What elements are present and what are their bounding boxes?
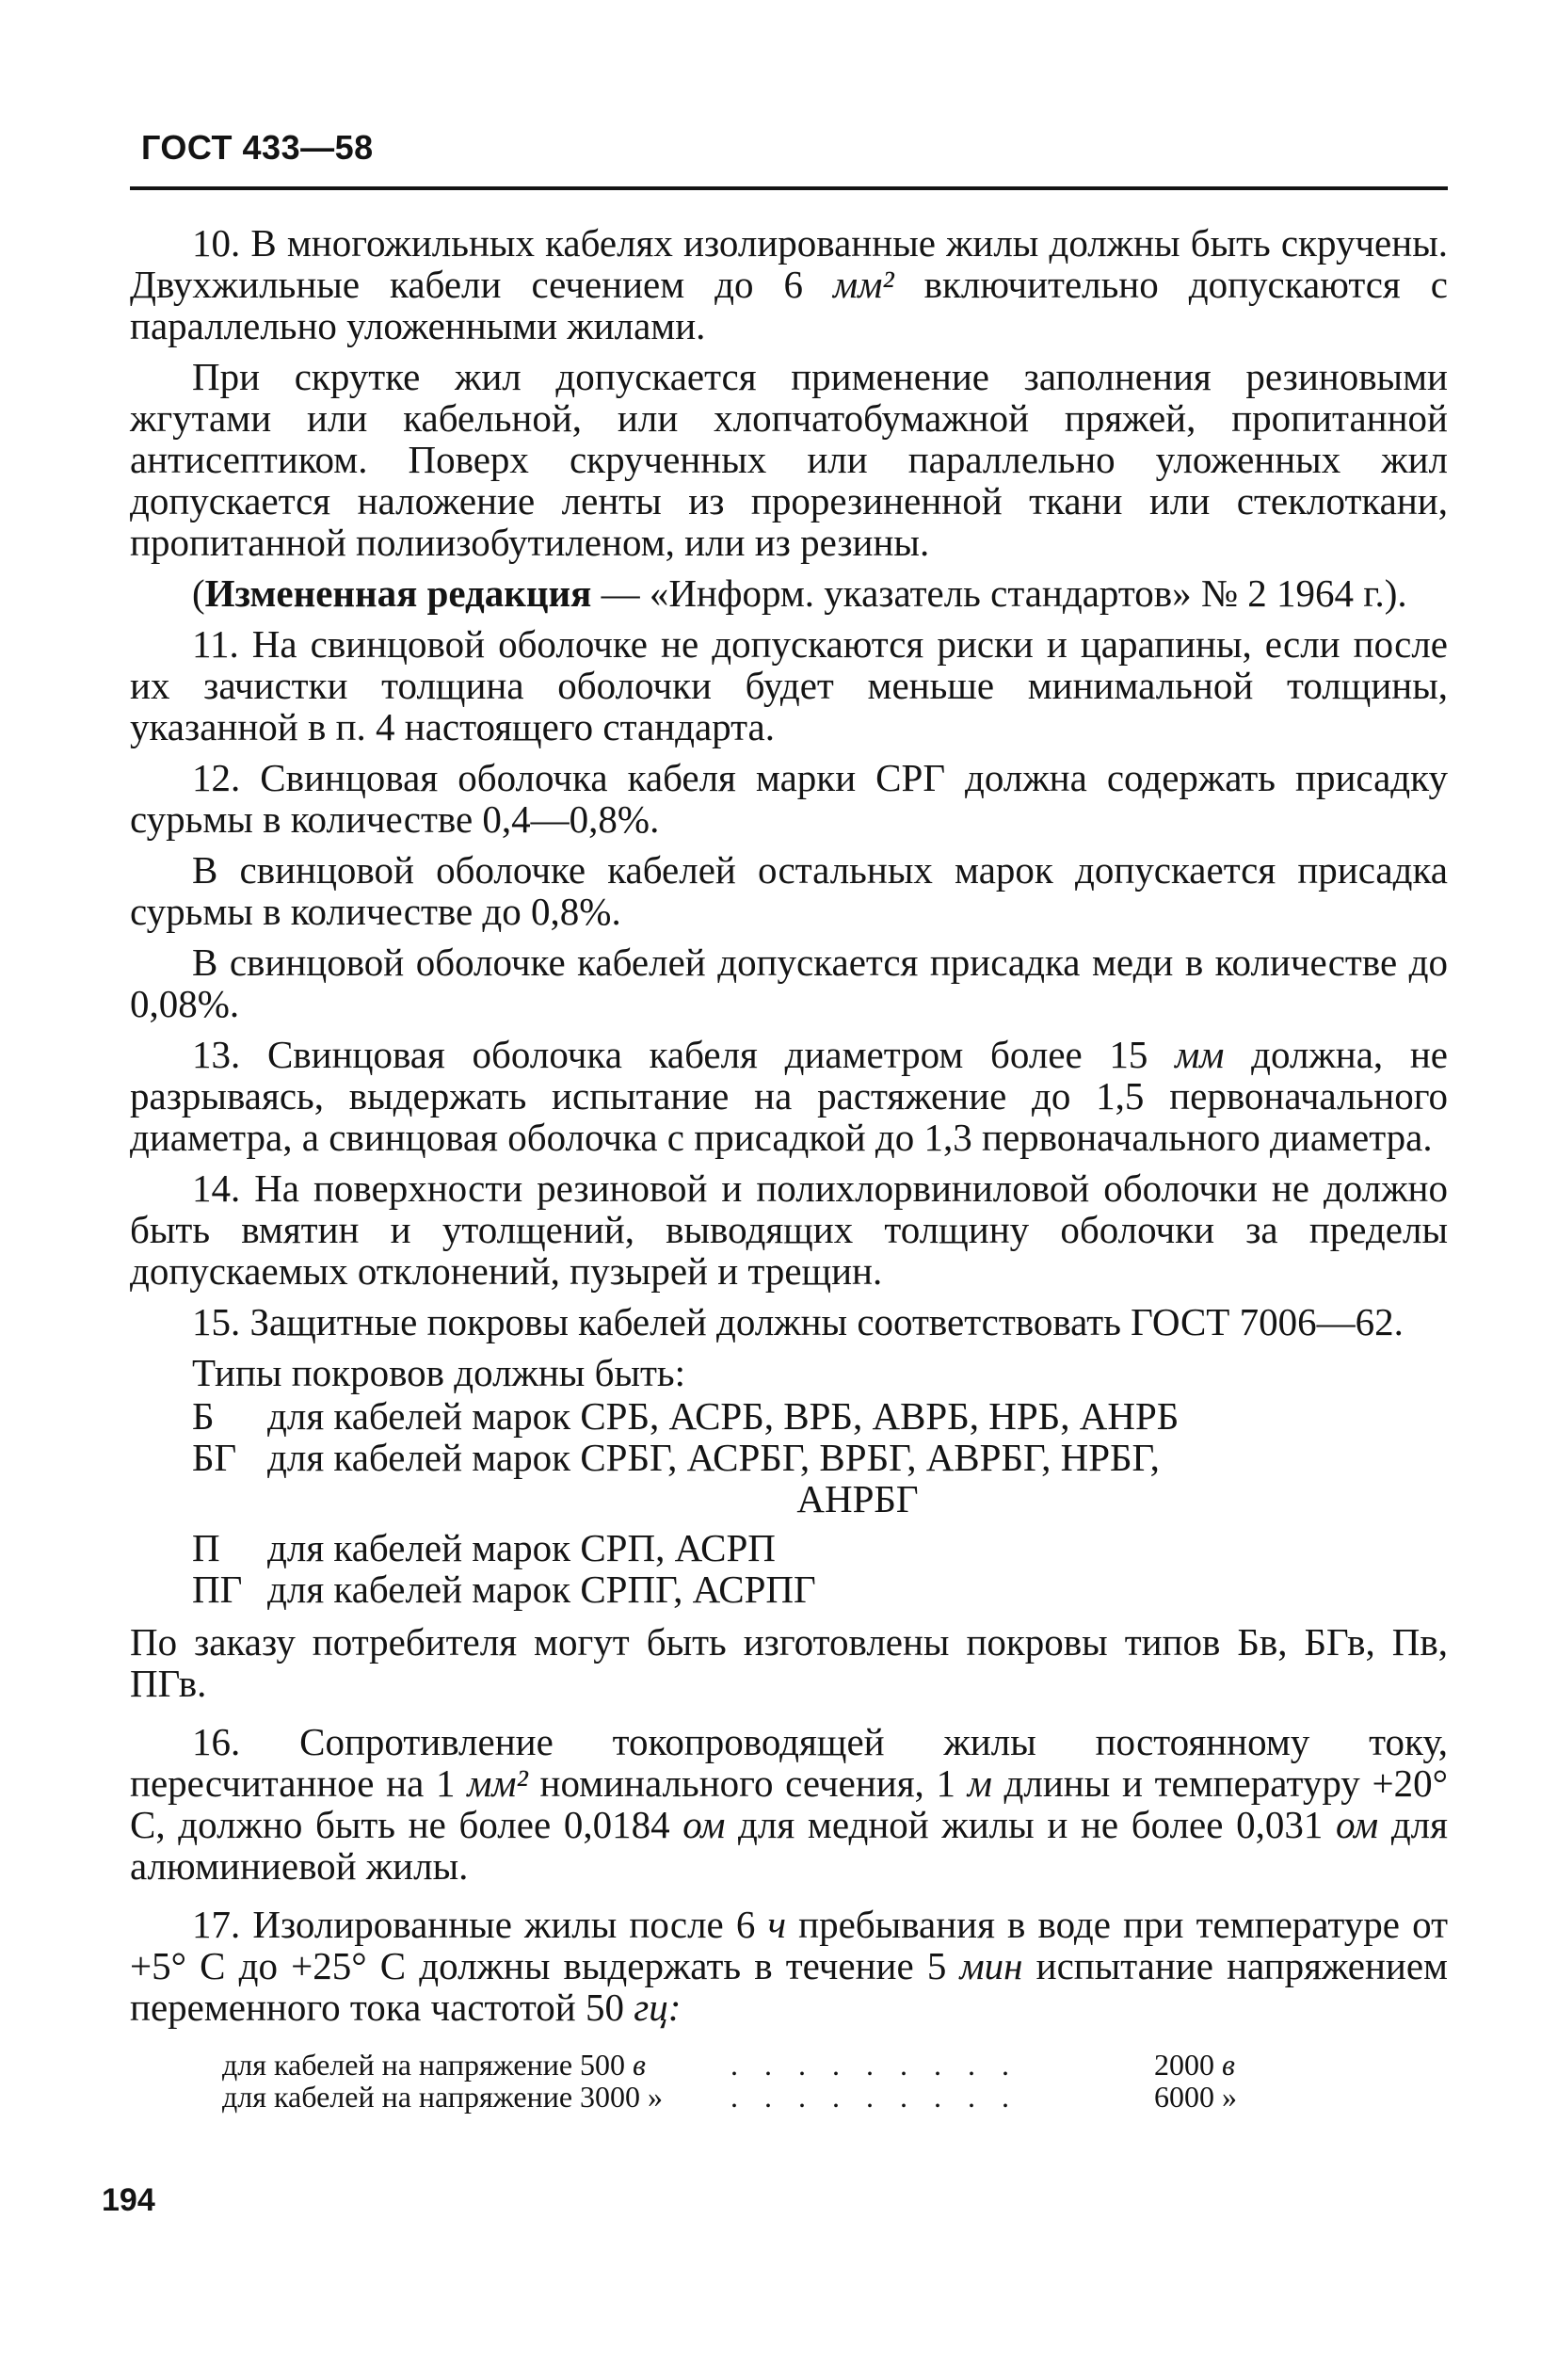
cover-type-row	[192, 1395, 1448, 1437]
clause-15-order-note: По заказу потребителя могут быть изготовлены покровы типов Бв, БГв, Пв, ПГв.	[130, 1620, 1448, 1705]
page-number: 194	[102, 2182, 155, 2218]
clause-13: 13. Свинцовая оболочка кабеля диаметром более 15 мм должна, не разрываясь, выдержать испытание на растяжение до 1,5 первоначального диаметра, а свинцовая оболочка с присадкой до 1,3 первоначального диаметра.	[130, 1033, 1448, 1159]
clause-11: 11. На свинцовой оболочке не допускаются риски и царапины, если после их зачистки толщина оболочки будет меньше минимальной толщины, указанной в п. 4 настоящего стандарта.	[130, 622, 1448, 748]
clause-10: 10. В многожильных кабелях изолированные жилы должны быть скручены. Двухжильные кабели сечением до 6 мм² включительно допускаются с параллельно уложенными жилами.	[130, 221, 1448, 347]
page-header-title: ГОСТ 433—58	[141, 128, 374, 167]
cover-type-text: для кабелей марок СРБГ, АСРБГ, ВРБГ, АВРБГ, НРБГ,	[267, 1436, 1160, 1479]
clause-10-paragraph-2: При скрутке жил допускается применение заполнения резиновыми жгутами или кабельной, или хлопчатобумажной пряжей, пропитанной антисептиком. Поверх скрученных или параллельно уложенных жил допускается наложение ленты из прорезиненной ткани или стеклоткани, пропитанной полиизобутиленом, или из резины.	[130, 355, 1448, 564]
test-voltage-table	[222, 2049, 1448, 2113]
document-body	[130, 222, 1448, 2113]
header-divider	[130, 186, 1448, 190]
cover-types-list	[192, 1395, 1448, 1610]
cover-type-code: Б	[192, 1394, 215, 1438]
cover-type-row	[192, 1437, 1448, 1478]
clause-16: 16. Сопротивление токопроводящей жилы постоянному току, пересчитанное на 1 мм² номинального сечения, 1 м длины и температуру +20° С, должно быть не более 0,0184 ом для медной жилы и не более 0,031 ом для алюминиевой жилы.	[130, 1720, 1449, 1888]
clause-12-paragraph-2: В свинцовой оболочке кабелей остальных марок допускается присадка сурьмы в количестве до 0,8%.	[130, 848, 1448, 933]
cover-type-code: ПГ	[192, 1568, 243, 1611]
clause-15: 15. Защитные покровы кабелей должны соответствовать ГОСТ 7006—62.	[192, 1300, 1404, 1343]
cover-type-row	[192, 1527, 1448, 1568]
clause-15-intro: Типы покровов должны быть:	[192, 1351, 686, 1394]
clause-14: 14. На поверхности резиновой и полихлорвиниловой оболочки не должно быть вмятин и утолщений, выводящих толщину оболочки за пределы допускаемых отклонений, пузырей и трещин.	[130, 1166, 1448, 1293]
cover-type-text: для кабелей марок СРПГ, АСРПГ	[267, 1568, 816, 1611]
clause-12-paragraph-3: В свинцовой оболочке кабелей допускается присадка меди в количестве до 0,08%.	[130, 941, 1448, 1025]
clause-17: 17. Изолированные жилы после 6 ч пребывания в воде при температуре от +5° С до +25° С должны выдержать в течение 5 мин испытание напряжением переменного тока частотой 50 гц:	[130, 1903, 1448, 2029]
cover-type-text: для кабелей марок СРП, АСРП	[267, 1526, 776, 1569]
cover-type-text: для кабелей марок СРБ, АСРБ, ВРБ, АВРБ, НРБ, АНРБ	[267, 1394, 1180, 1438]
test-voltage-row: для кабелей на напряжение 3000 » . . . . . . . . . 6000 »	[222, 2080, 1237, 2114]
test-voltage-row: для кабелей на напряжение 500 в . . . . . . . . . 2000 в	[222, 2048, 1235, 2082]
cover-type-code: П	[192, 1526, 220, 1569]
cover-type-code: БГ	[192, 1436, 237, 1479]
clause-12: 12. Свинцовая оболочка кабеля марки СРГ должна содержать присадку сурьмы в количестве 0,4—0,8%.	[130, 756, 1448, 841]
amendment-note: (Измененная редакция — «Информ. указатель стандартов» № 2 1964 г.).	[192, 571, 1407, 615]
cover-type-row	[192, 1568, 1448, 1610]
cover-type-continuation: АНРБГ	[796, 1477, 919, 1520]
